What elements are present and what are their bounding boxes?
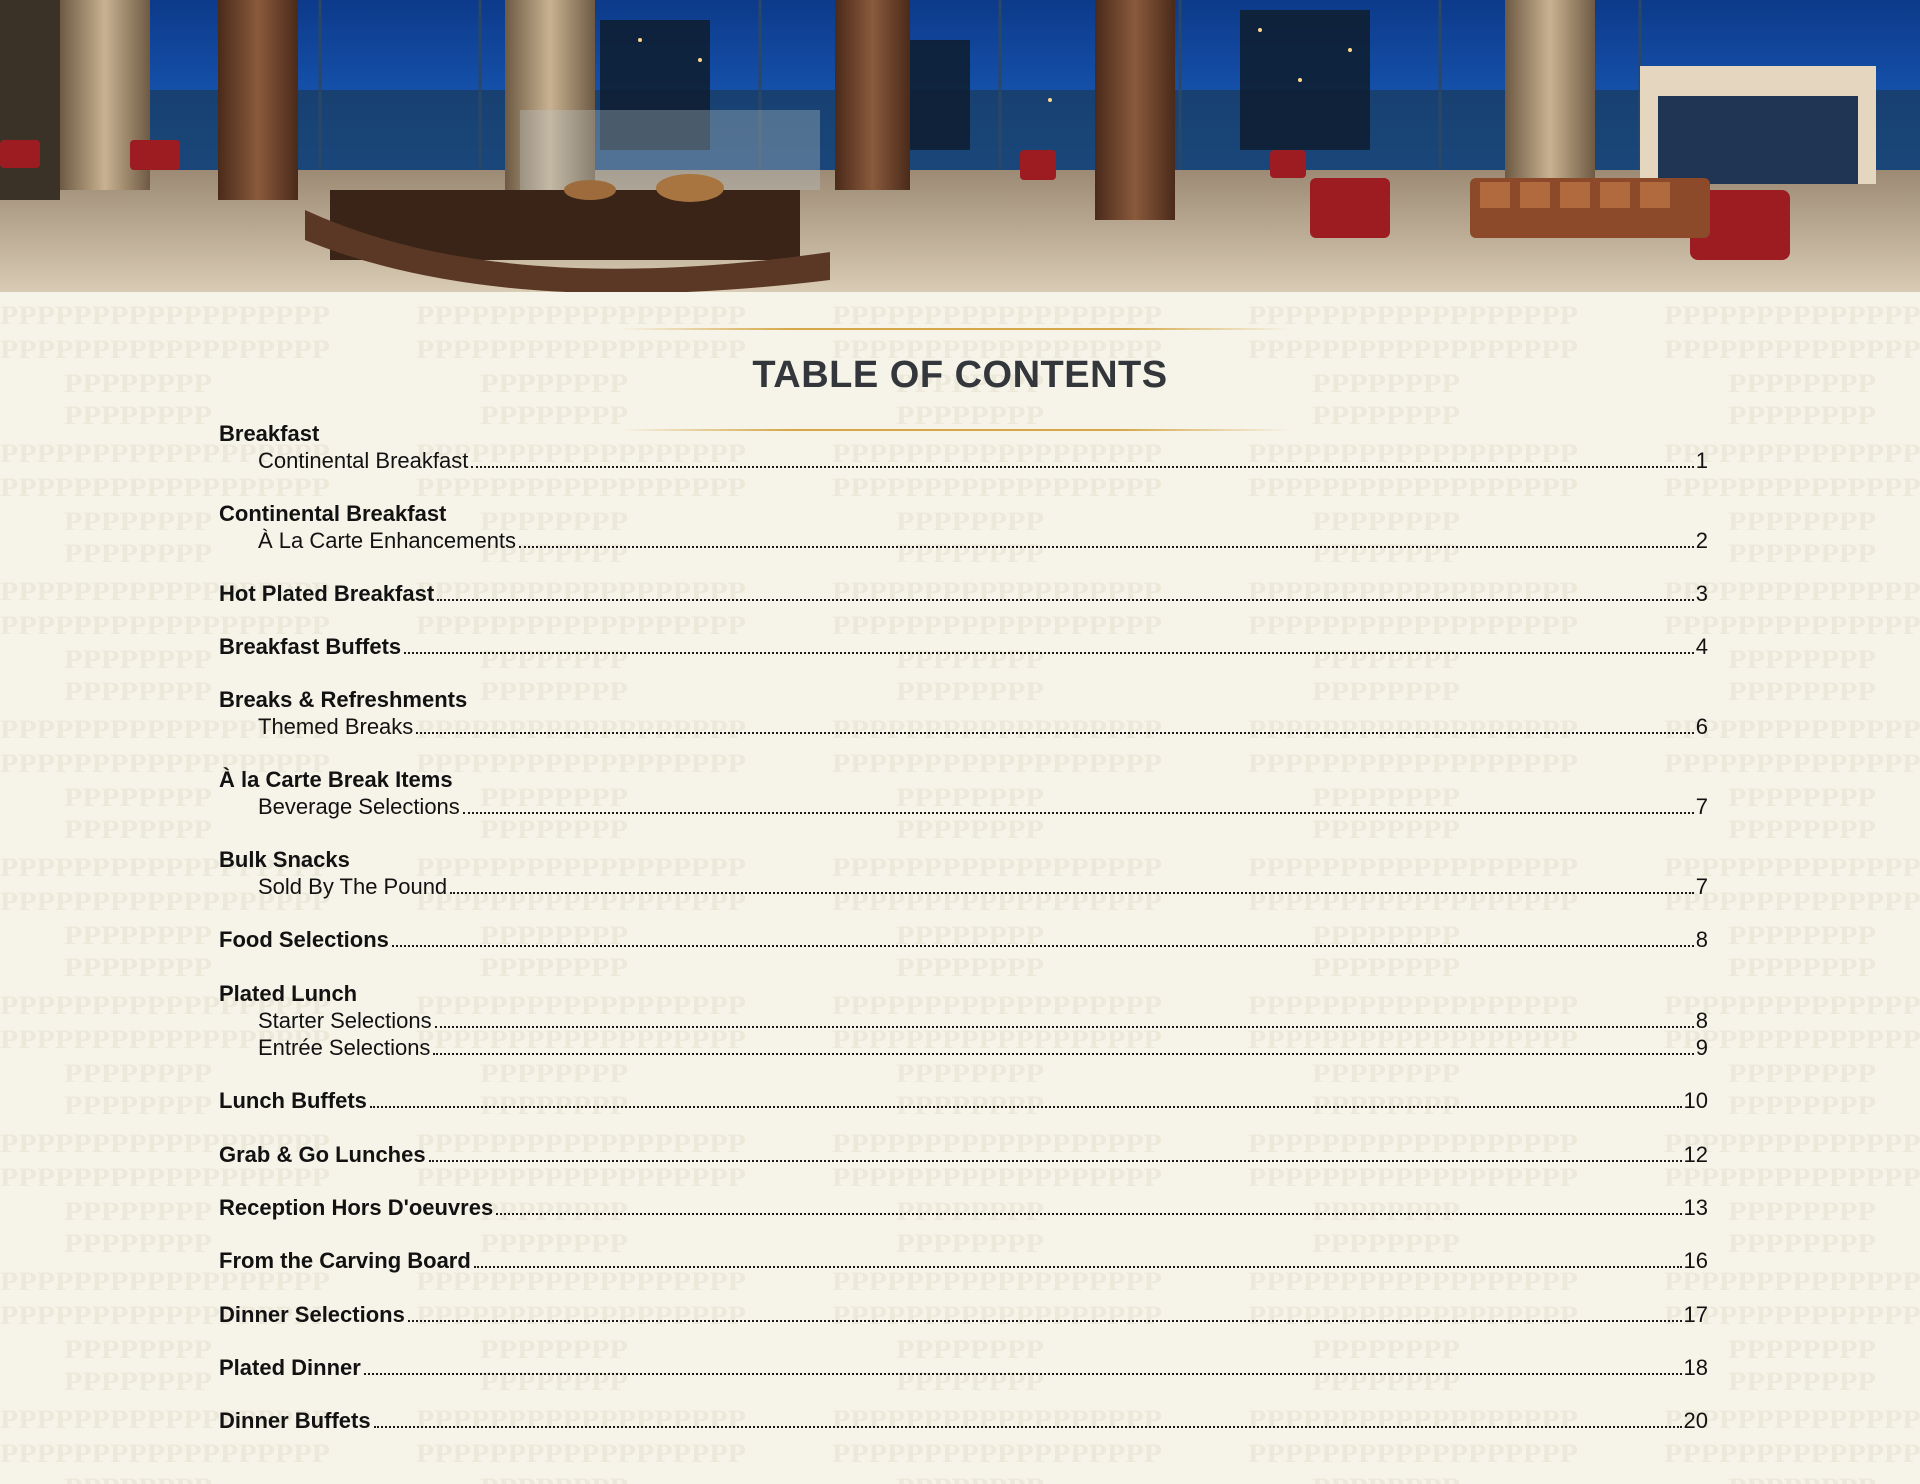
dot-leader bbox=[364, 1373, 1682, 1375]
toc-entry-page: 17 bbox=[1683, 1302, 1708, 1327]
toc-entry[interactable] bbox=[219, 447, 1708, 474]
toc-entry-page: 12 bbox=[1683, 1142, 1708, 1167]
toc-entry-label: Continental Breakfast bbox=[258, 448, 469, 473]
dot-leader bbox=[392, 945, 1694, 947]
toc-heading: Breaks & Refreshments bbox=[219, 687, 468, 712]
toc-entry[interactable] bbox=[219, 1007, 1708, 1034]
dot-leader bbox=[435, 1026, 1694, 1028]
toc-entry-label: From the Carving Board bbox=[219, 1248, 471, 1273]
dot-leader bbox=[370, 1106, 1682, 1108]
toc-entry-page: 18 bbox=[1683, 1355, 1708, 1380]
dot-leader bbox=[463, 812, 1694, 814]
title-rule-bottom bbox=[620, 429, 1290, 431]
toc-entry-page: 1 bbox=[1695, 448, 1708, 473]
toc-entry[interactable] bbox=[219, 633, 1708, 660]
toc-entry-label: Sold By The Pound bbox=[258, 874, 448, 899]
toc-entry[interactable] bbox=[219, 1034, 1708, 1061]
dot-leader bbox=[474, 1266, 1682, 1268]
toc-entry-page: 8 bbox=[1695, 927, 1708, 952]
toc-entry-label: Themed Breaks bbox=[258, 714, 414, 739]
toc-entry-page: 7 bbox=[1695, 874, 1708, 899]
toc-heading: Continental Breakfast bbox=[219, 501, 447, 526]
hero-photo-lobby bbox=[0, 0, 1920, 292]
toc-entry-label: Dinner Selections bbox=[219, 1302, 405, 1327]
toc-entry[interactable] bbox=[219, 580, 1708, 607]
toc-entry-label: Food Selections bbox=[219, 927, 389, 952]
toc-entry-page: 6 bbox=[1695, 714, 1708, 739]
toc-entry[interactable] bbox=[219, 873, 1708, 900]
toc-entry-label: Hot Plated Breakfast bbox=[219, 581, 435, 606]
dot-leader bbox=[429, 1160, 1682, 1162]
toc-entry-page: 3 bbox=[1695, 581, 1708, 606]
toc-heading: Bulk Snacks bbox=[219, 847, 350, 872]
toc-entry-page: 8 bbox=[1695, 1008, 1708, 1033]
toc-entry[interactable] bbox=[219, 1407, 1708, 1434]
toc-entry[interactable] bbox=[219, 1354, 1708, 1381]
toc-entry-label: Lunch Buffets bbox=[219, 1088, 367, 1113]
dot-leader bbox=[437, 599, 1694, 601]
toc-entry-label: À La Carte Enhancements bbox=[258, 528, 517, 553]
dot-leader bbox=[519, 546, 1694, 548]
toc-entry-page: 9 bbox=[1695, 1035, 1708, 1060]
dot-leader bbox=[433, 1053, 1693, 1055]
dot-leader bbox=[404, 652, 1694, 654]
toc-heading: À la Carte Break Items bbox=[219, 767, 453, 792]
toc-entry[interactable] bbox=[219, 926, 1708, 953]
toc-entry-page: 13 bbox=[1683, 1195, 1708, 1220]
toc-entry-label: Starter Selections bbox=[258, 1008, 432, 1033]
toc-entry[interactable] bbox=[219, 713, 1708, 740]
dot-leader bbox=[496, 1213, 1681, 1215]
page-title: TABLE OF CONTENTS bbox=[752, 354, 1168, 396]
toc-entry[interactable] bbox=[219, 793, 1708, 820]
toc-entry-label: Grab & Go Lunches bbox=[219, 1142, 426, 1167]
toc-entry-page: 16 bbox=[1683, 1248, 1708, 1273]
toc-entry[interactable] bbox=[219, 1141, 1708, 1168]
toc-entry-label: Dinner Buffets bbox=[219, 1408, 371, 1433]
toc-entry-page: 4 bbox=[1695, 634, 1708, 659]
toc-entry[interactable] bbox=[219, 1301, 1708, 1328]
dot-leader bbox=[408, 1320, 1682, 1322]
toc-entry-page: 10 bbox=[1683, 1088, 1708, 1113]
toc-heading: Breakfast bbox=[219, 421, 320, 446]
toc-entry-label: Entrée Selections bbox=[258, 1035, 431, 1060]
toc-entry-page: 20 bbox=[1683, 1408, 1708, 1433]
toc-entry[interactable] bbox=[219, 527, 1708, 554]
toc-entry[interactable] bbox=[219, 1087, 1708, 1114]
toc-entry-label: Beverage Selections bbox=[258, 794, 460, 819]
toc-entry[interactable] bbox=[219, 1247, 1708, 1274]
toc-entry-label: Reception Hors D'oeuvres bbox=[219, 1195, 494, 1220]
toc-entry-label: Breakfast Buffets bbox=[219, 634, 402, 659]
toc-entry-page: 7 bbox=[1695, 794, 1708, 819]
toc-entry-label: Plated Dinner bbox=[219, 1355, 361, 1380]
toc-entry-page: 2 bbox=[1695, 528, 1708, 553]
dot-leader bbox=[450, 892, 1694, 894]
toc-heading: Plated Lunch bbox=[219, 981, 358, 1006]
dot-leader bbox=[416, 732, 1693, 734]
dot-leader bbox=[471, 466, 1693, 468]
dot-leader bbox=[374, 1426, 1682, 1428]
title-rule-top bbox=[620, 328, 1290, 330]
toc-entry[interactable] bbox=[219, 1194, 1708, 1221]
